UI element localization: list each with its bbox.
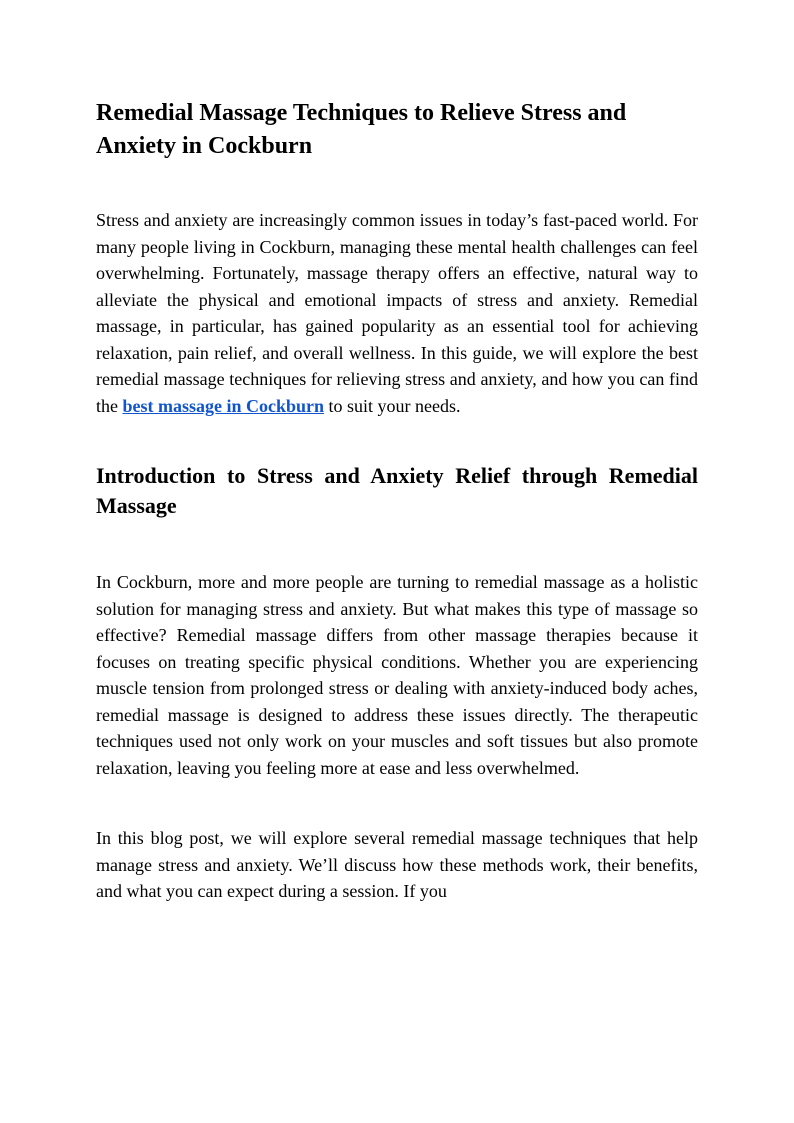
best-massage-link[interactable]: best massage in Cockburn [122, 395, 325, 416]
intro-paragraph [96, 207, 698, 419]
intro-text-after-link: to suit your needs. [324, 395, 461, 416]
body-paragraph-3: In this blog post, we will explore several remedial massage techniques that help manage stress and anxiety. We’ll discuss how these methods work, their benefits, and what you can expect during a session. If you [96, 828, 698, 901]
body-paragraph-2: In Cockburn, more and more people are turning to remedial massage as a holistic solution for managing stress and anxiety. But what makes this type of massage so effective? Remedial massage differs from other massage therapies because it focuses on treating specific physical conditions. Whether you are experiencing muscle tension from prolonged stress or dealing with anxiety-induced body aches, remedial massage is designed to address these issues directly. The therapeutic techniques used not only work on your muscles and soft tissues but also promote relaxation, leaving you feeling more at ease and less overwhelmed. [96, 572, 698, 778]
page-title: Remedial Massage Techniques to Relieve Stress and Anxiety in Cockburn [96, 100, 627, 159]
section-heading: Introduction to Stress and Anxiety Relief through Remedial Massage [96, 463, 698, 518]
intro-text-before-link: Stress and anxiety are increasingly common issues in today’s fast-paced world. For many people living in Cockburn, managing these mental health challenges can feel overwhelming. Fortunately, massage therapy offers an effective, natural way to alleviate the physical and emotional impacts of stress and anxiety. Remedial massage, in particular, has gained popularity as an essential tool for achieving relaxation, pain relief, and overall wellness. In this guide, we will explore the best remedial massage techniques for relieving stress and anxiety, and how you can find the [96, 210, 698, 416]
document-page [96, 96, 698, 905]
